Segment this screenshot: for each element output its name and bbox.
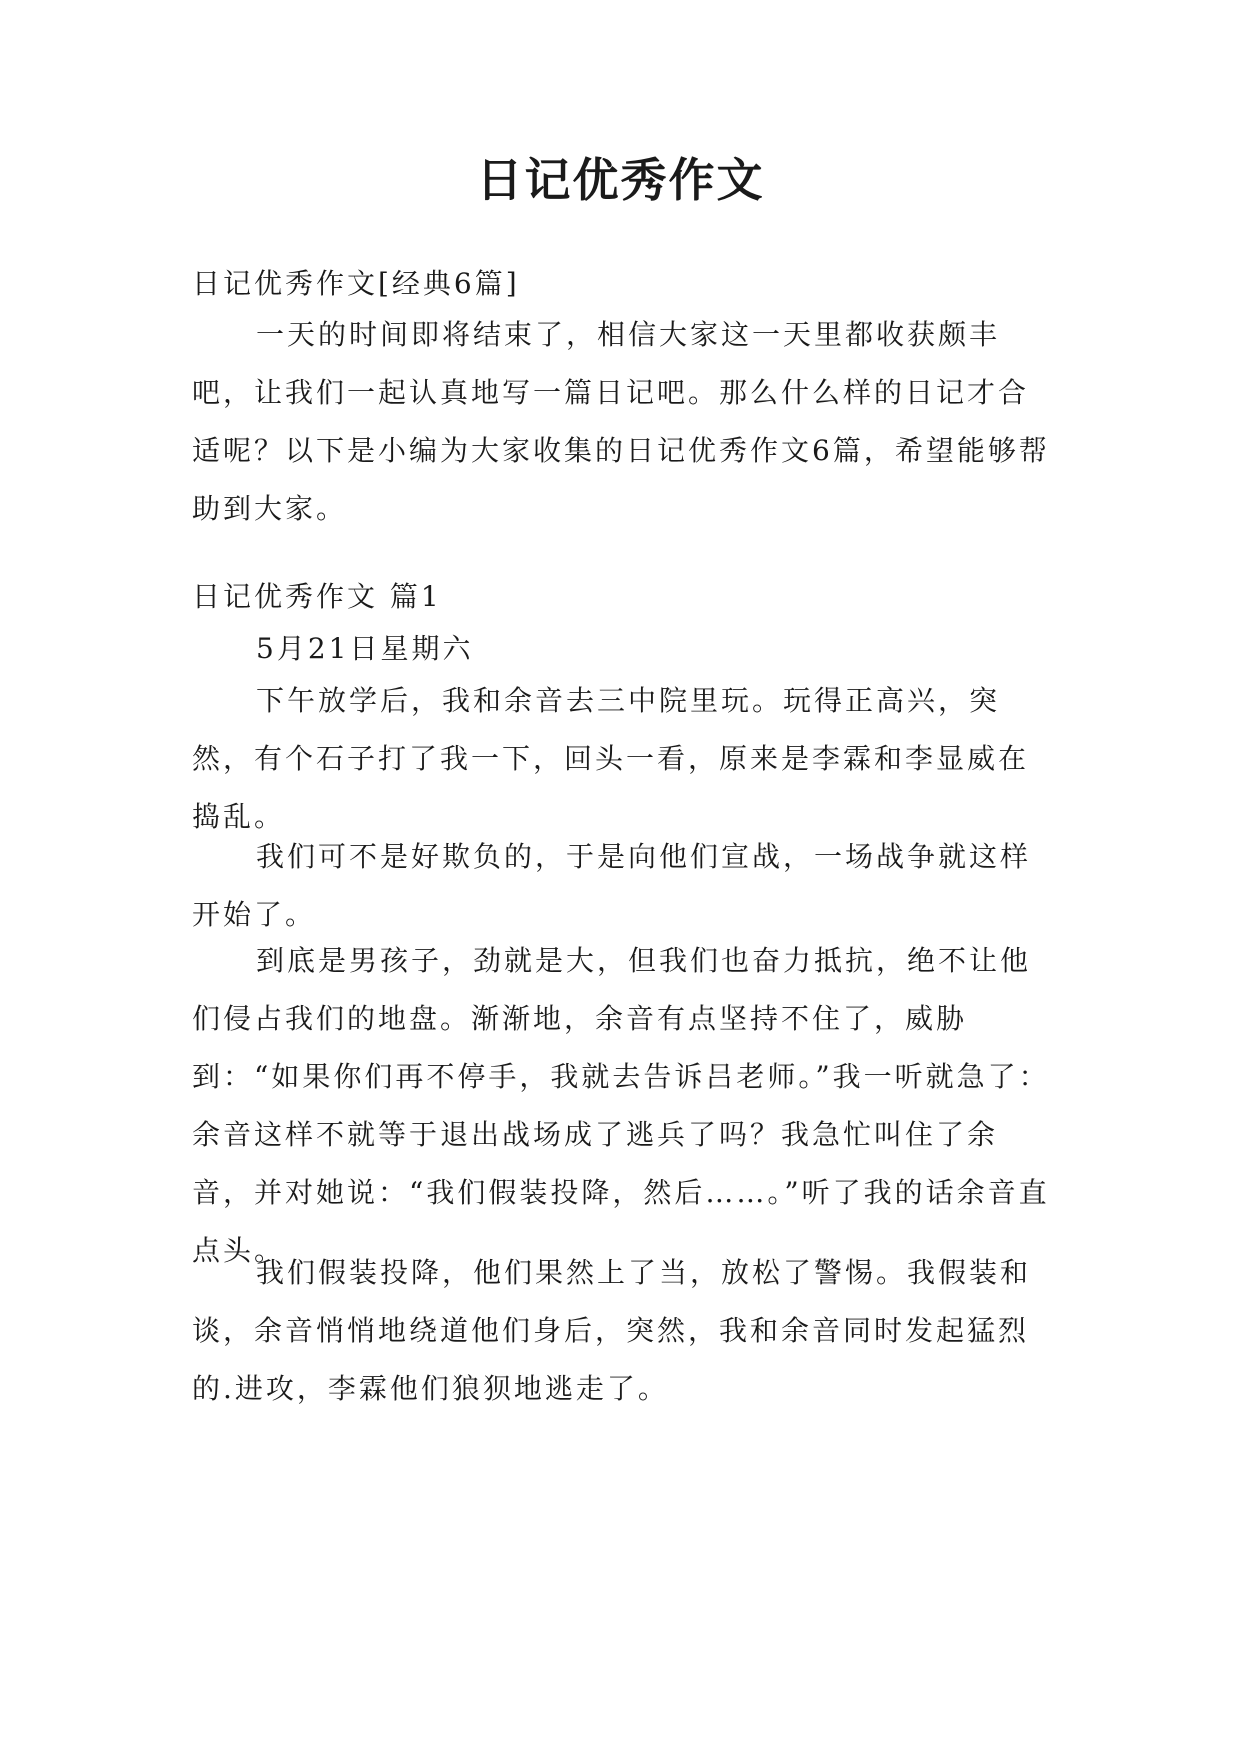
intro-heading: 日记优秀作文[经典6篇]	[192, 267, 520, 300]
paragraph-1: 下午放学后，我和余音去三中院里玩。玩得正高兴，突然，有个石子打了我一下，回头一看，原来是李霖和李显威在捣乱。	[192, 684, 1030, 833]
date-line: 5月21日星期六	[256, 632, 474, 665]
page-title: 日记优秀作文	[476, 153, 765, 207]
intro-paragraph: 一天的时间即将结束了，相信大家这一天里都收获颇丰吧，让我们一起认真地写一篇日记吧。那么什么样的日记才合适呢？以下是小编为大家收集的日记优秀作文6篇，希望能够帮助到大家。	[192, 318, 1050, 525]
paragraph-2: 我们可不是好欺负的，于是向他们宣战，一场战争就这样开始了。	[192, 840, 1032, 931]
section-heading: 日记优秀作文 篇1	[192, 580, 442, 613]
paragraph-4: 我们假装投降，他们果然上了当，放松了警惕。我假装和谈，余音悄悄地绕道他们身后，突然，我和余音同时发起猛烈的.进攻，李霖他们狼狈地逃走了。	[192, 1256, 1032, 1405]
paragraph-3: 到底是男孩子，劲就是大，但我们也奋力抵抗，绝不让他们侵占我们的地盘。渐渐地，余音有点坚持不住了，威胁到：“如果你们再不停手，我就去告诉吕老师。”我一听就急了：余音这样不就等于退出战场成了逃兵了吗？我急忙叫住了余音，并对她说：“我们假装投降，然后……。”听了我的话余音直点头。	[192, 944, 1050, 1267]
